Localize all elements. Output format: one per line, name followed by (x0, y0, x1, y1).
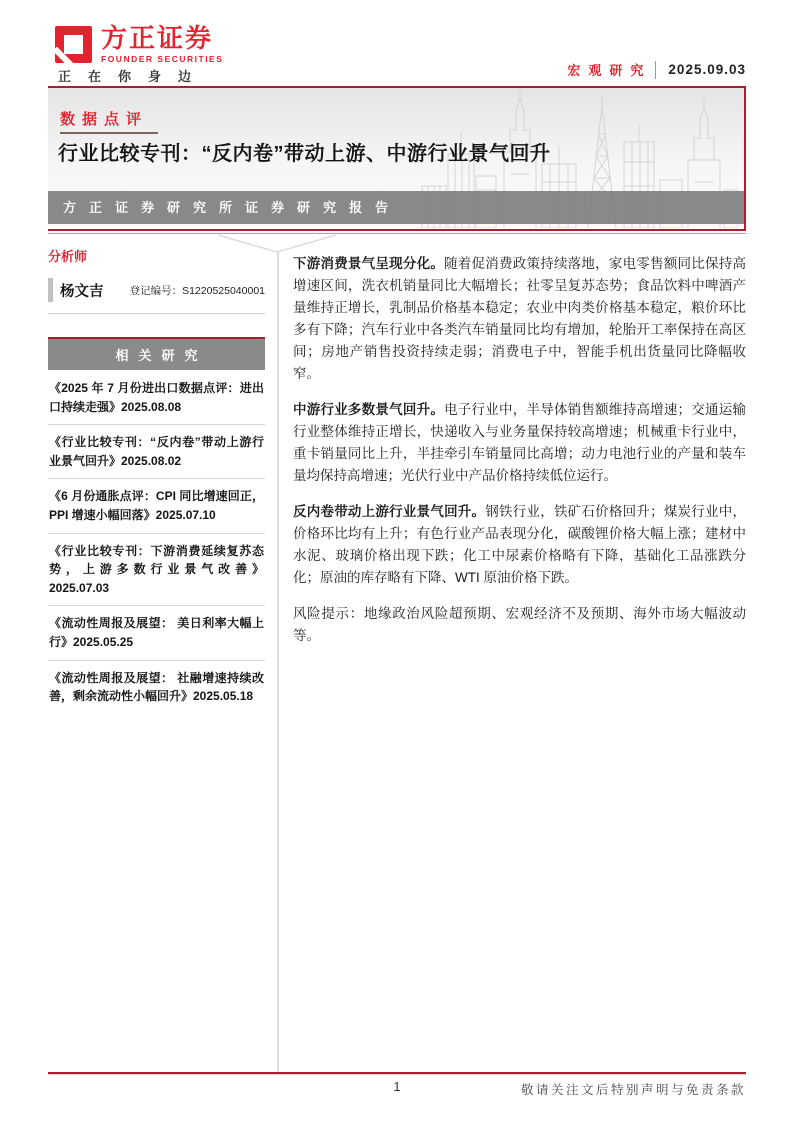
paragraph-midstream: 中游行业多数景气回升。电子行业中，半导体销售额维持高增速；交通运输行业整体维持正增长，快递收入与业务量保持较高增速；机械重卡行业中，重卡销量同比上升，半挂牵引车销量同比高增；动力电池行业的产量和装车量均保持高增速；光伏行业中产品价格持续低位运行。 (293, 402, 746, 483)
disclaimer-note: 敬请关注文后特别声明与免责条款 (520, 1083, 746, 1097)
related-research-header: 相关研究 (48, 337, 265, 370)
paragraph-upstream: 反内卷带动上游行业景气回升。钢铁行业，铁矿石价格回升；煤炭行业中，价格环比均有上升；有色行业产品表现分化，碳酸锂价格大幅上涨；建材中水泥、玻璃价格出现下跌；化工中尿素价格略有下降，基础化工品涨跌分化；原油的库存略有下降、WTI 原油价格下跌。 (293, 504, 746, 585)
sidebar-rule (48, 313, 265, 314)
report-title: 行业比较专刊：“反内卷”带动上游、中游行业景气回升 (58, 143, 551, 165)
title-banner (48, 88, 746, 229)
summary-content (293, 253, 746, 661)
eyebrow-underline (60, 132, 158, 134)
analyst-label: 分析师 (48, 249, 88, 264)
related-research-item: 《6 月份通胀点评：CPI 同比增速回正，PPI 增速小幅回落》2025.07.10 (48, 479, 265, 533)
header-divider (655, 61, 656, 79)
related-research-item: 《行业比较专刊：“反内卷”带动上游行业景气回升》2025.08.02 (48, 425, 265, 479)
page-number: 1 (393, 1080, 401, 1094)
founder-logo-icon (55, 26, 92, 63)
related-research-item: 《流动性周报及展望： 美日利率大幅上行》2025.05.25 (48, 606, 265, 660)
brand-slogan: 正在你身边 (58, 69, 209, 84)
column-divider (277, 252, 279, 1072)
related-research-item: 《2025 年 7 月份进出口数据点评：进出口持续走强》2025.08.08 (48, 371, 265, 425)
header-meta (567, 60, 746, 79)
analyst-registration: 登记编号：S1220525040001 (129, 284, 265, 297)
brand-name-cn: 方正证券 (101, 23, 214, 53)
report-date: 2025.09.03 (668, 62, 746, 77)
related-research-item: 《流动性周报及展望： 社融增速持续改善，剩余流动性小幅回升》2025.05.18 (49, 670, 264, 704)
report-category: 宏观研究 (567, 63, 652, 78)
brand-name-en: FOUNDER SECURITIES (101, 53, 224, 64)
institute-bar: 方正证券研究所证券研究报告 (48, 191, 744, 224)
risk-note: 风险提示：地缘政治风险超预期、宏观经济不及预期、海外市场大幅波动等。 (293, 606, 746, 643)
report-type-label: 数据点评 (60, 111, 149, 128)
sidebar (48, 246, 265, 714)
banner-rule (48, 229, 746, 234)
analyst-name: 杨文吉 (60, 283, 104, 300)
footer (48, 1080, 746, 1100)
footer-rule (48, 1072, 746, 1075)
analyst-row (48, 278, 265, 302)
related-research-list (48, 371, 265, 714)
paragraph-downstream: 下游消费景气呈现分化。随着促消费政策持续落地，家电零售额同比保持高增速区间，洗衣机销量同比大幅增长；社零呈复苏态势；食品饮料中啤酒产量维持正增长，乳制品价格基本稳定；农业中肉类价格基本稳定，粮价环比多有下降；汽车行业中各类汽车销量同比均有增加，轮胎开工率保持在高区间；房地产销售投资持续走弱；消费电子中，智能手机出货量同比降幅收窄。 (293, 256, 746, 381)
related-research-item: 《行业比较专刊：下游消费延续复苏态势，上游多数行业景气改善》2025.07.03 (48, 534, 265, 607)
brand-logo (55, 24, 223, 64)
